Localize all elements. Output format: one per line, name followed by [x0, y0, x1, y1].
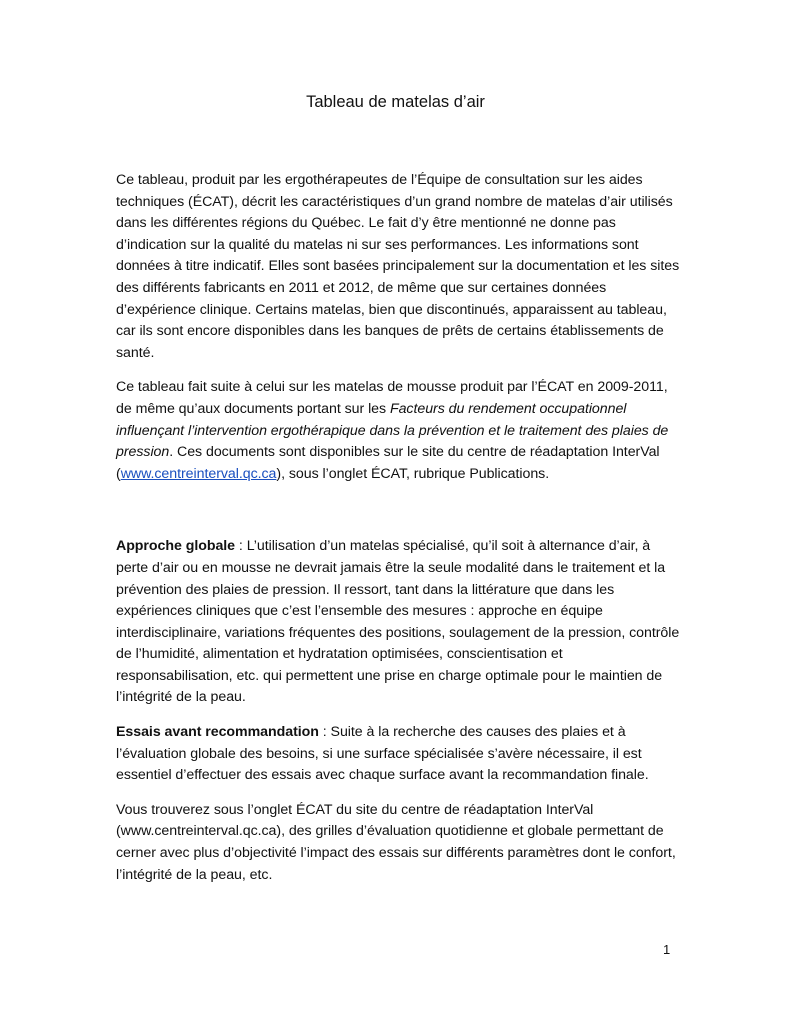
essais-paragraph: [116, 722, 682, 787]
approche-paragraph: [116, 536, 682, 709]
essais-text: : Suite à la recherche des causes des plaies et à l’évaluation globale des besoins, si une surface spécialisée s’avère nécessaire, il est essentiel d’effectuer des essais avec chaque surface avant la recommandation finale.: [116, 724, 649, 784]
intro-paragraph: Ce tableau, produit par les ergothérapeutes de l’Équipe de consultation sur les aides techniques (ÉCAT), décrit les caractéristiques d’un grand nombre de matelas d’air utilisés dans les différentes régions du Québec. Le fait d’y être mentionné ne donne pas d’indication sur la qualité du matelas ni sur ses performances. Les informations sont données à titre indicatif. Elles sont basées principalement sur la documentation et les sites des différents fabricants en 2011 et 2012, de même que sur certaines données d’expérience clinique. Certains matelas, bien que discontinués, apparaissent au tableau, car ils sont encore disponibles dans les banques de prêts de certains établissements de santé.: [116, 172, 680, 361]
followup-text-end: ), sous l’onglet ÉCAT, rubrique Publications.: [276, 465, 550, 482]
essais-label: Essais avant recommandation: [116, 724, 319, 741]
followup-paragraph: [116, 377, 682, 485]
document-title: Tableau de matelas d’air: [306, 93, 485, 111]
approche-label: Approche globale: [116, 538, 236, 555]
centreinterval-link[interactable]: www.centreinterval.qc.ca: [120, 465, 277, 482]
followup-text-middle: . Ces documents sont disponibles sur le site du centre de réadaptation InterVal (: [116, 444, 660, 482]
followup-italic-title: Facteurs du rendement occupationnel influençant l’intervention ergothérapique dans la prévention et le traitement des plaies de pression: [116, 400, 669, 461]
followup-text-start: Ce tableau fait suite à celui sur les matelas de mousse produit par l’ÉCAT en 2009-2011, de même qu’aux documents portant sur les: [116, 379, 668, 417]
page-number: 1: [663, 942, 671, 957]
approche-text: : L’utilisation d’un matelas spécialisé, qu’il soit à alternance d’air, à perte d’air ou en mousse ne devrait jamais être la seule modalité dans le traitement et la prévention des plaies de pression. Il ressort, tant dans la littérature que dans les expériences cliniques que c’est l’ensemble des mesures : approche en équipe interdisciplinaire, variations fréquentes des positions, soulagement de la pression, contrôle de l’humidité, alimentation et hydratation optimisées, conscientisation et responsabilisation, etc. qui permettent une prise en charge optimale pour le maintien de l’intégrité de la peau.: [116, 538, 680, 706]
grilles-paragraph: Vous trouverez sous l’onglet ÉCAT du site du centre de réadaptation InterVal (www.centreinterval.qc.ca), des grilles d’évaluation quotidienne et globale permettant de cerner avec plus d’objectivité l’impact des essais sur différents paramètres dont le confort, l’intégrité de la peau, etc.: [116, 801, 676, 883]
document-body: [116, 170, 682, 886]
